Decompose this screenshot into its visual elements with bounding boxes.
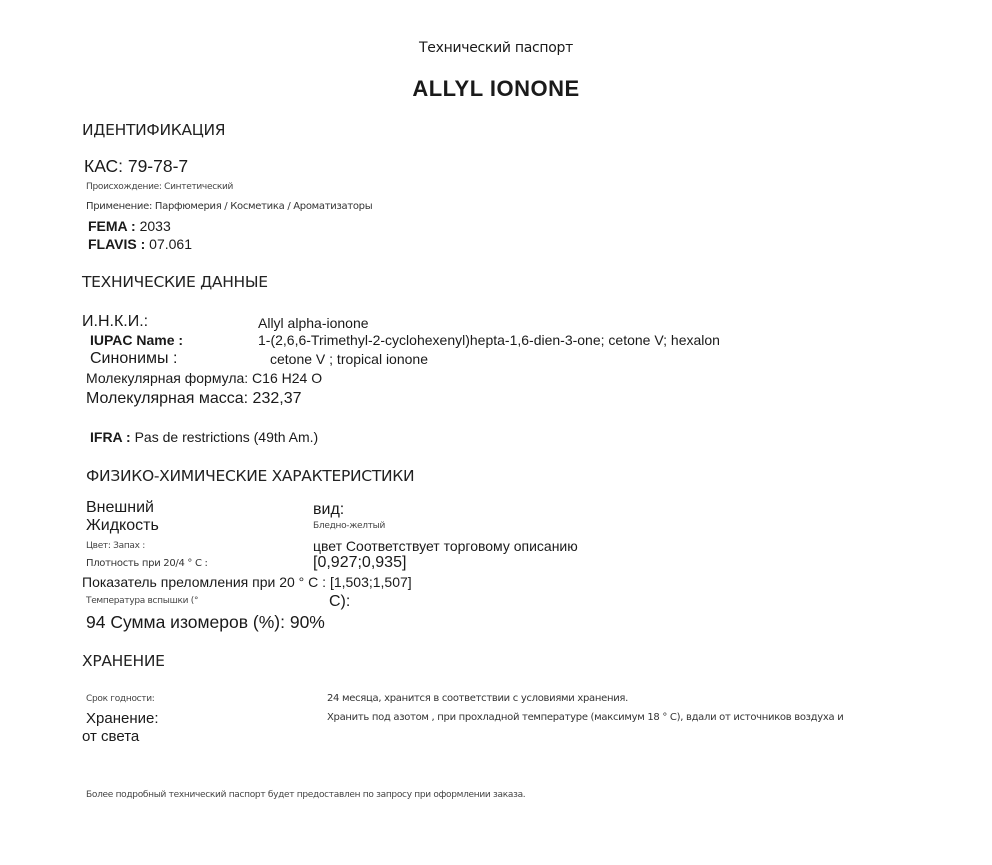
density-value: [0,927;0,935]	[313, 554, 407, 571]
product-title: ALLYL IONONE	[412, 76, 580, 101]
color-odor-label: Цвет: Запах :	[86, 541, 145, 551]
synonyms-label: Синонимы :	[90, 350, 178, 367]
shelf-life-value: 24 месяца, хранится в соответствии с условиями хранения.	[327, 693, 628, 704]
refraction-index: Показатель преломления при 20 ° C : [1,503;1,507]	[82, 574, 412, 590]
storage-heading: ХРАНЕНИЕ	[82, 652, 165, 670]
appearance-right: вид:	[313, 501, 345, 518]
synonyms-value: cetone V ; tropical ionone	[270, 351, 428, 367]
cas-number: КАС: 79-78-7	[84, 156, 189, 176]
application-text: Применение: Парфюмерия / Косметика / Ароматизаторы	[86, 201, 373, 212]
storage-continuation: от света	[82, 728, 140, 745]
iupac-label: IUPAC Name :	[90, 332, 184, 348]
fema-value: 2033	[135, 218, 171, 234]
flash-point-right: C):	[329, 593, 351, 610]
ifra-line	[90, 429, 318, 445]
density-label: Плотность при 20/4 ° C :	[86, 558, 208, 569]
molecular-mass: Молекулярная масса: 232,37	[86, 390, 302, 407]
inci-label: И.Н.К.И.:	[82, 313, 149, 330]
color-odor-value: цвет Соответствует торговому описанию	[313, 538, 578, 554]
flavis-value: 07.061	[145, 236, 193, 252]
flavis-label: FLAVIS :	[88, 236, 146, 252]
origin-text: Происхождение: Синтетический	[86, 182, 234, 192]
iupac-value: 1-(2,6,6-Trimethyl-2-cyclohexenyl)hepta-1,6-dien-3-one; cetone V; hexalon	[258, 332, 720, 348]
document-subtitle: Технический паспорт	[419, 40, 573, 56]
shelf-life-label: Срок годности:	[86, 694, 155, 704]
physchem-heading: ФИЗИКО-ХИМИЧЕСКИЕ ХАРАКТЕРИСТИКИ	[86, 467, 415, 485]
flash-point-label: Температура вспышки (°	[86, 596, 199, 606]
pale-yellow-value: Бледно-желтый	[313, 521, 386, 531]
appearance-label: Внешний	[86, 499, 154, 516]
identification-heading: ИДЕНТИФИКАЦИЯ	[82, 121, 226, 139]
fema-line	[88, 218, 171, 234]
molecular-formula: Молекулярная формула: C16 H24 O	[86, 370, 323, 386]
technical-heading: ТЕХНИЧЕСКИЕ ДАННЫЕ	[82, 273, 268, 291]
isomers-sum: 94 Сумма изомеров (%): 90%	[86, 612, 325, 632]
ifra-value: Pas de restrictions (49th Am.)	[130, 429, 319, 445]
inci-value: Allyl alpha-ionone	[258, 315, 369, 331]
liquid-value: Жидкость	[86, 517, 159, 534]
flavis-line	[88, 236, 192, 252]
footer-note: Более подробный технический паспорт будет предоставлен по запросу при оформлении заказа.	[86, 790, 526, 800]
ifra-label: IFRA :	[90, 429, 131, 445]
fema-label: FEMA :	[88, 218, 136, 234]
storage-label: Хранение:	[86, 710, 159, 727]
storage-conditions: Хранить под азотом , при прохладной температуре (максимум 18 ° C), вдали от источников воздуха и	[327, 712, 844, 723]
